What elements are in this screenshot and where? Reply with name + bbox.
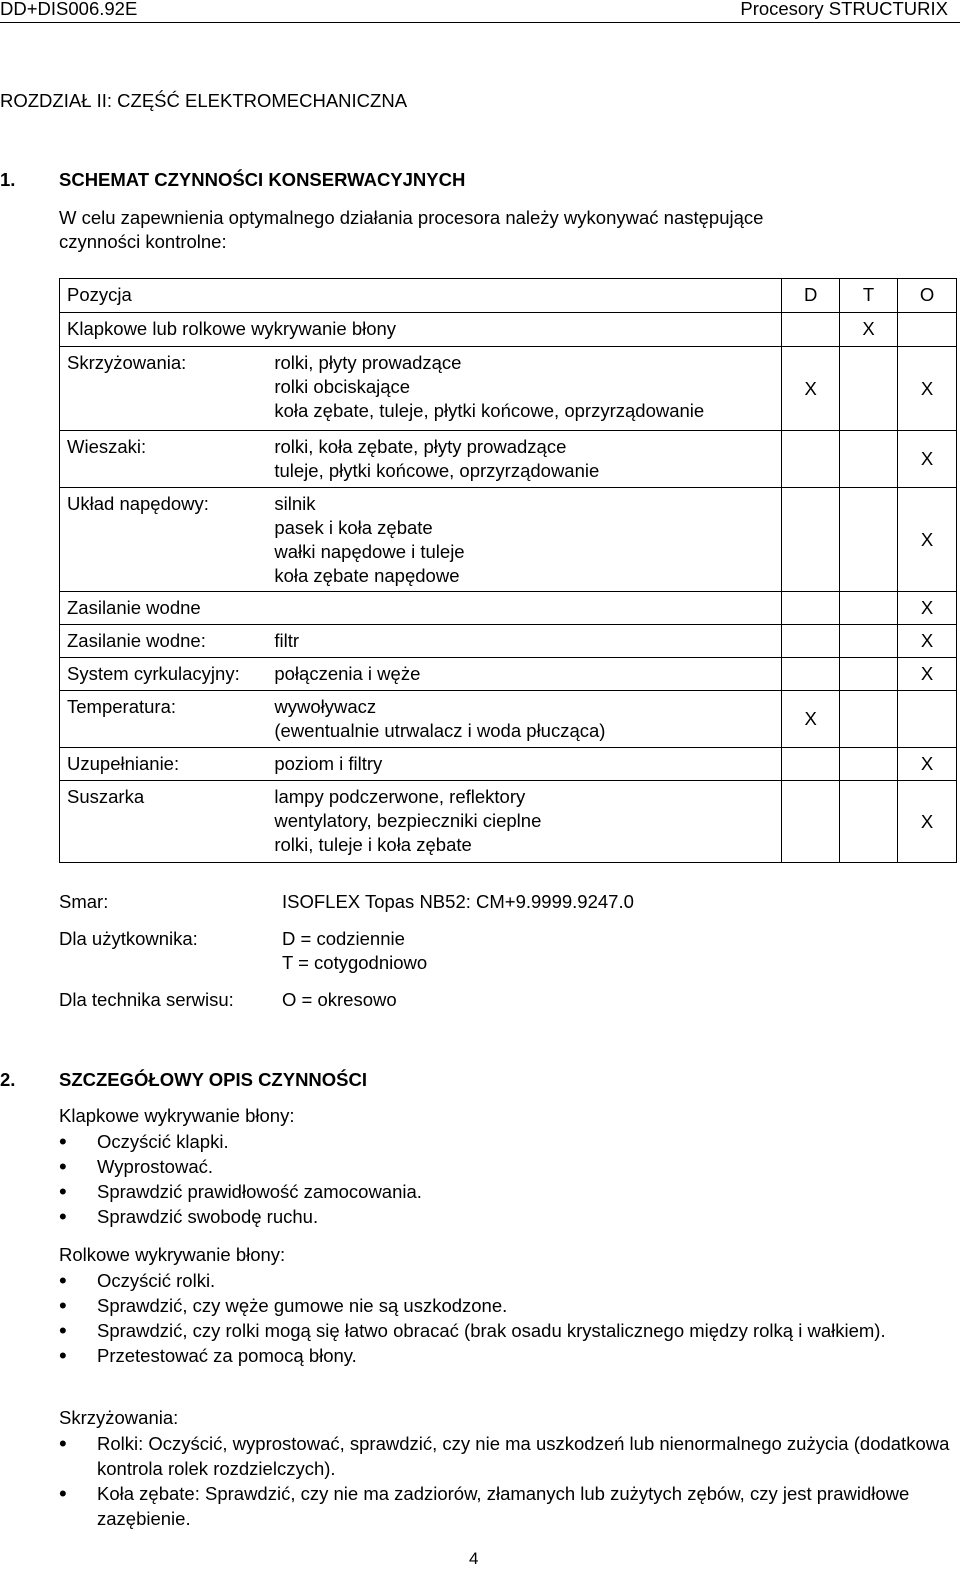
user-weekly: T = cotygodniowo bbox=[282, 952, 428, 973]
product-name: Procesory STRUCTURIX bbox=[740, 0, 948, 19]
mark-d: X bbox=[782, 691, 840, 748]
mark-t bbox=[840, 658, 898, 691]
list-item: • Sprawdzić swobodę ruchu. bbox=[59, 1204, 422, 1229]
mark-o: X bbox=[898, 488, 957, 592]
technician-periodic: O = okresowo bbox=[282, 989, 397, 1010]
mark-o: X bbox=[898, 781, 957, 863]
row-label: Uzupełnianie: bbox=[60, 748, 275, 781]
section1-intro-line2: czynności kontrolne: bbox=[59, 231, 227, 252]
mark-t: X bbox=[840, 313, 898, 347]
list-item: • Przetestować za pomocą błony. bbox=[59, 1343, 879, 1368]
row-label: Wieszaki: bbox=[60, 431, 275, 488]
table-row bbox=[60, 347, 957, 431]
row-item: wywoływacz bbox=[274, 696, 377, 717]
mark-o bbox=[898, 313, 957, 347]
list-item: • Sprawdzić prawidłowość zamocowania. bbox=[59, 1179, 422, 1204]
mark-d bbox=[782, 781, 840, 863]
mark-o: X bbox=[898, 347, 957, 431]
row-items bbox=[274, 488, 781, 592]
row-items bbox=[274, 347, 781, 431]
table-row bbox=[60, 691, 957, 748]
mark-o: X bbox=[898, 431, 957, 488]
section1-title: SCHEMAT CZYNNOŚCI KONSERWACYJNYCH bbox=[59, 169, 466, 190]
section1-intro-line1: W celu zapewnienia optymalnego działania procesora należy wykonywać następujące bbox=[59, 207, 764, 228]
table-row bbox=[60, 431, 957, 488]
page-number: 4 bbox=[469, 1549, 479, 1568]
list-item: • Oczyścić klapki. bbox=[59, 1129, 422, 1154]
list-item: • Rolki: Oczyścić, wyprostować, sprawdzić, czy nie ma uszkodzeń lub nienormalnego zużycia (dodatkowa kontrola rolek rozdzielczych). bbox=[59, 1431, 954, 1481]
mark-d bbox=[782, 658, 840, 691]
row-item: rolki, płyty prowadzące bbox=[274, 352, 462, 373]
list-item: • Koła zębate: Sprawdzić, czy nie ma zadziorów, złamanych lub zużytych zębów, czy jest prawidłowe zazębienie. bbox=[59, 1481, 954, 1531]
mark-t bbox=[840, 347, 898, 431]
row-label: Skrzyżowania: bbox=[60, 347, 275, 431]
mark-d bbox=[782, 592, 840, 625]
table-row bbox=[60, 592, 957, 625]
table-row bbox=[60, 658, 957, 691]
mark-t bbox=[840, 431, 898, 488]
section2-number: 2. bbox=[0, 1069, 16, 1090]
row-item: tuleje, płytki końcowe, oprzyrządowanie bbox=[274, 460, 600, 481]
row-item: poziom i filtry bbox=[274, 748, 781, 781]
mark-o: X bbox=[898, 625, 957, 658]
group-heading: Skrzyżowania: bbox=[59, 1407, 179, 1428]
row-item: rolki, koła zębate, płyty prowadzące bbox=[274, 436, 567, 457]
mark-t bbox=[840, 592, 898, 625]
user-daily: D = codziennie bbox=[282, 928, 405, 949]
row-item: koła zębate, tuleje, płytki końcowe, oprzyrządowanie bbox=[274, 400, 705, 421]
row-items bbox=[274, 431, 781, 488]
header-position: Pozycja bbox=[60, 279, 782, 313]
chapter-title: ROZDZIAŁ II: CZĘŚĆ ELEKTROMECHANICZNA bbox=[0, 90, 408, 111]
row-item: koła zębate napędowe bbox=[274, 565, 460, 586]
mark-o bbox=[898, 691, 957, 748]
row-label: System cyrkulacyjny: bbox=[60, 658, 275, 691]
mark-d bbox=[782, 625, 840, 658]
user-label: Dla użytkownika: bbox=[59, 928, 198, 949]
row-item: wentylatory, bezpieczniki cieplne bbox=[274, 810, 542, 831]
row-item: rolki obciskające bbox=[274, 376, 411, 397]
table-row bbox=[60, 625, 957, 658]
mark-t bbox=[840, 488, 898, 592]
table-header-row bbox=[60, 279, 957, 313]
header-t: T bbox=[840, 279, 898, 313]
mark-d bbox=[782, 313, 840, 347]
row-item: (ewentualnie utrwalacz i woda płucząca) bbox=[274, 720, 606, 741]
lubricant-value: ISOFLEX Topas NB52: CM+9.9999.9247.0 bbox=[282, 891, 634, 912]
doc-code: DD+DIS006.92E bbox=[0, 0, 138, 19]
maintenance-table bbox=[59, 278, 957, 863]
row-item: pasek i koła zębate bbox=[274, 517, 433, 538]
section1-number: 1. bbox=[0, 169, 16, 190]
technician-label: Dla technika serwisu: bbox=[59, 989, 234, 1010]
table-row bbox=[60, 488, 957, 592]
mark-o: X bbox=[898, 748, 957, 781]
row-item: silnik bbox=[274, 493, 316, 514]
list-item: • Wyprostować. bbox=[59, 1154, 422, 1179]
mark-t bbox=[840, 781, 898, 863]
row-label: Układ napędowy: bbox=[60, 488, 275, 592]
lubricant-label: Smar: bbox=[59, 891, 109, 912]
group-heading: Klapkowe wykrywanie błony: bbox=[59, 1105, 295, 1126]
row-label: Zasilanie wodne: bbox=[60, 625, 275, 658]
mark-d: X bbox=[782, 347, 840, 431]
mark-d bbox=[782, 431, 840, 488]
header-d: D bbox=[782, 279, 840, 313]
header-o: O bbox=[898, 279, 957, 313]
table-row bbox=[60, 781, 957, 863]
mark-t bbox=[840, 748, 898, 781]
row-item: lampy podczerwone, reflektory bbox=[274, 786, 526, 807]
table-row bbox=[60, 313, 957, 347]
group-heading: Rolkowe wykrywanie błony: bbox=[59, 1244, 286, 1265]
mark-d bbox=[782, 488, 840, 592]
table-row bbox=[60, 748, 957, 781]
row-items bbox=[274, 781, 781, 863]
mark-t bbox=[840, 625, 898, 658]
section2-title: SZCZEGÓŁOWY OPIS CZYNNOŚCI bbox=[59, 1069, 368, 1090]
mark-d bbox=[782, 748, 840, 781]
list-item: • Sprawdzić, czy węże gumowe nie są uszkodzone. bbox=[59, 1293, 879, 1318]
row-label: Temperatura: bbox=[60, 691, 275, 748]
bullet-list bbox=[59, 1431, 954, 1531]
mark-o: X bbox=[898, 592, 957, 625]
header-rule bbox=[0, 22, 960, 23]
list-item: • Oczyścić rolki. bbox=[59, 1268, 879, 1293]
bullet-list bbox=[59, 1268, 886, 1368]
bullet-list bbox=[59, 1129, 422, 1229]
row-items bbox=[274, 691, 781, 748]
row-item: połączenia i węże bbox=[274, 658, 781, 691]
list-item: • Sprawdzić, czy rolki mogą się łatwo obracać (brak osadu krystalicznego między rolką i wałkiem). bbox=[59, 1318, 917, 1343]
row-item: wałki napędowe i tuleje bbox=[274, 541, 465, 562]
row-label: Klapkowe lub rolkowe wykrywanie błony bbox=[60, 313, 782, 347]
mark-o: X bbox=[898, 658, 957, 691]
row-label: Suszarka bbox=[60, 781, 275, 863]
mark-t bbox=[840, 691, 898, 748]
row-label: Zasilanie wodne bbox=[60, 592, 782, 625]
row-item: rolki, tuleje i koła zębate bbox=[274, 834, 472, 855]
row-item: filtr bbox=[274, 625, 781, 658]
